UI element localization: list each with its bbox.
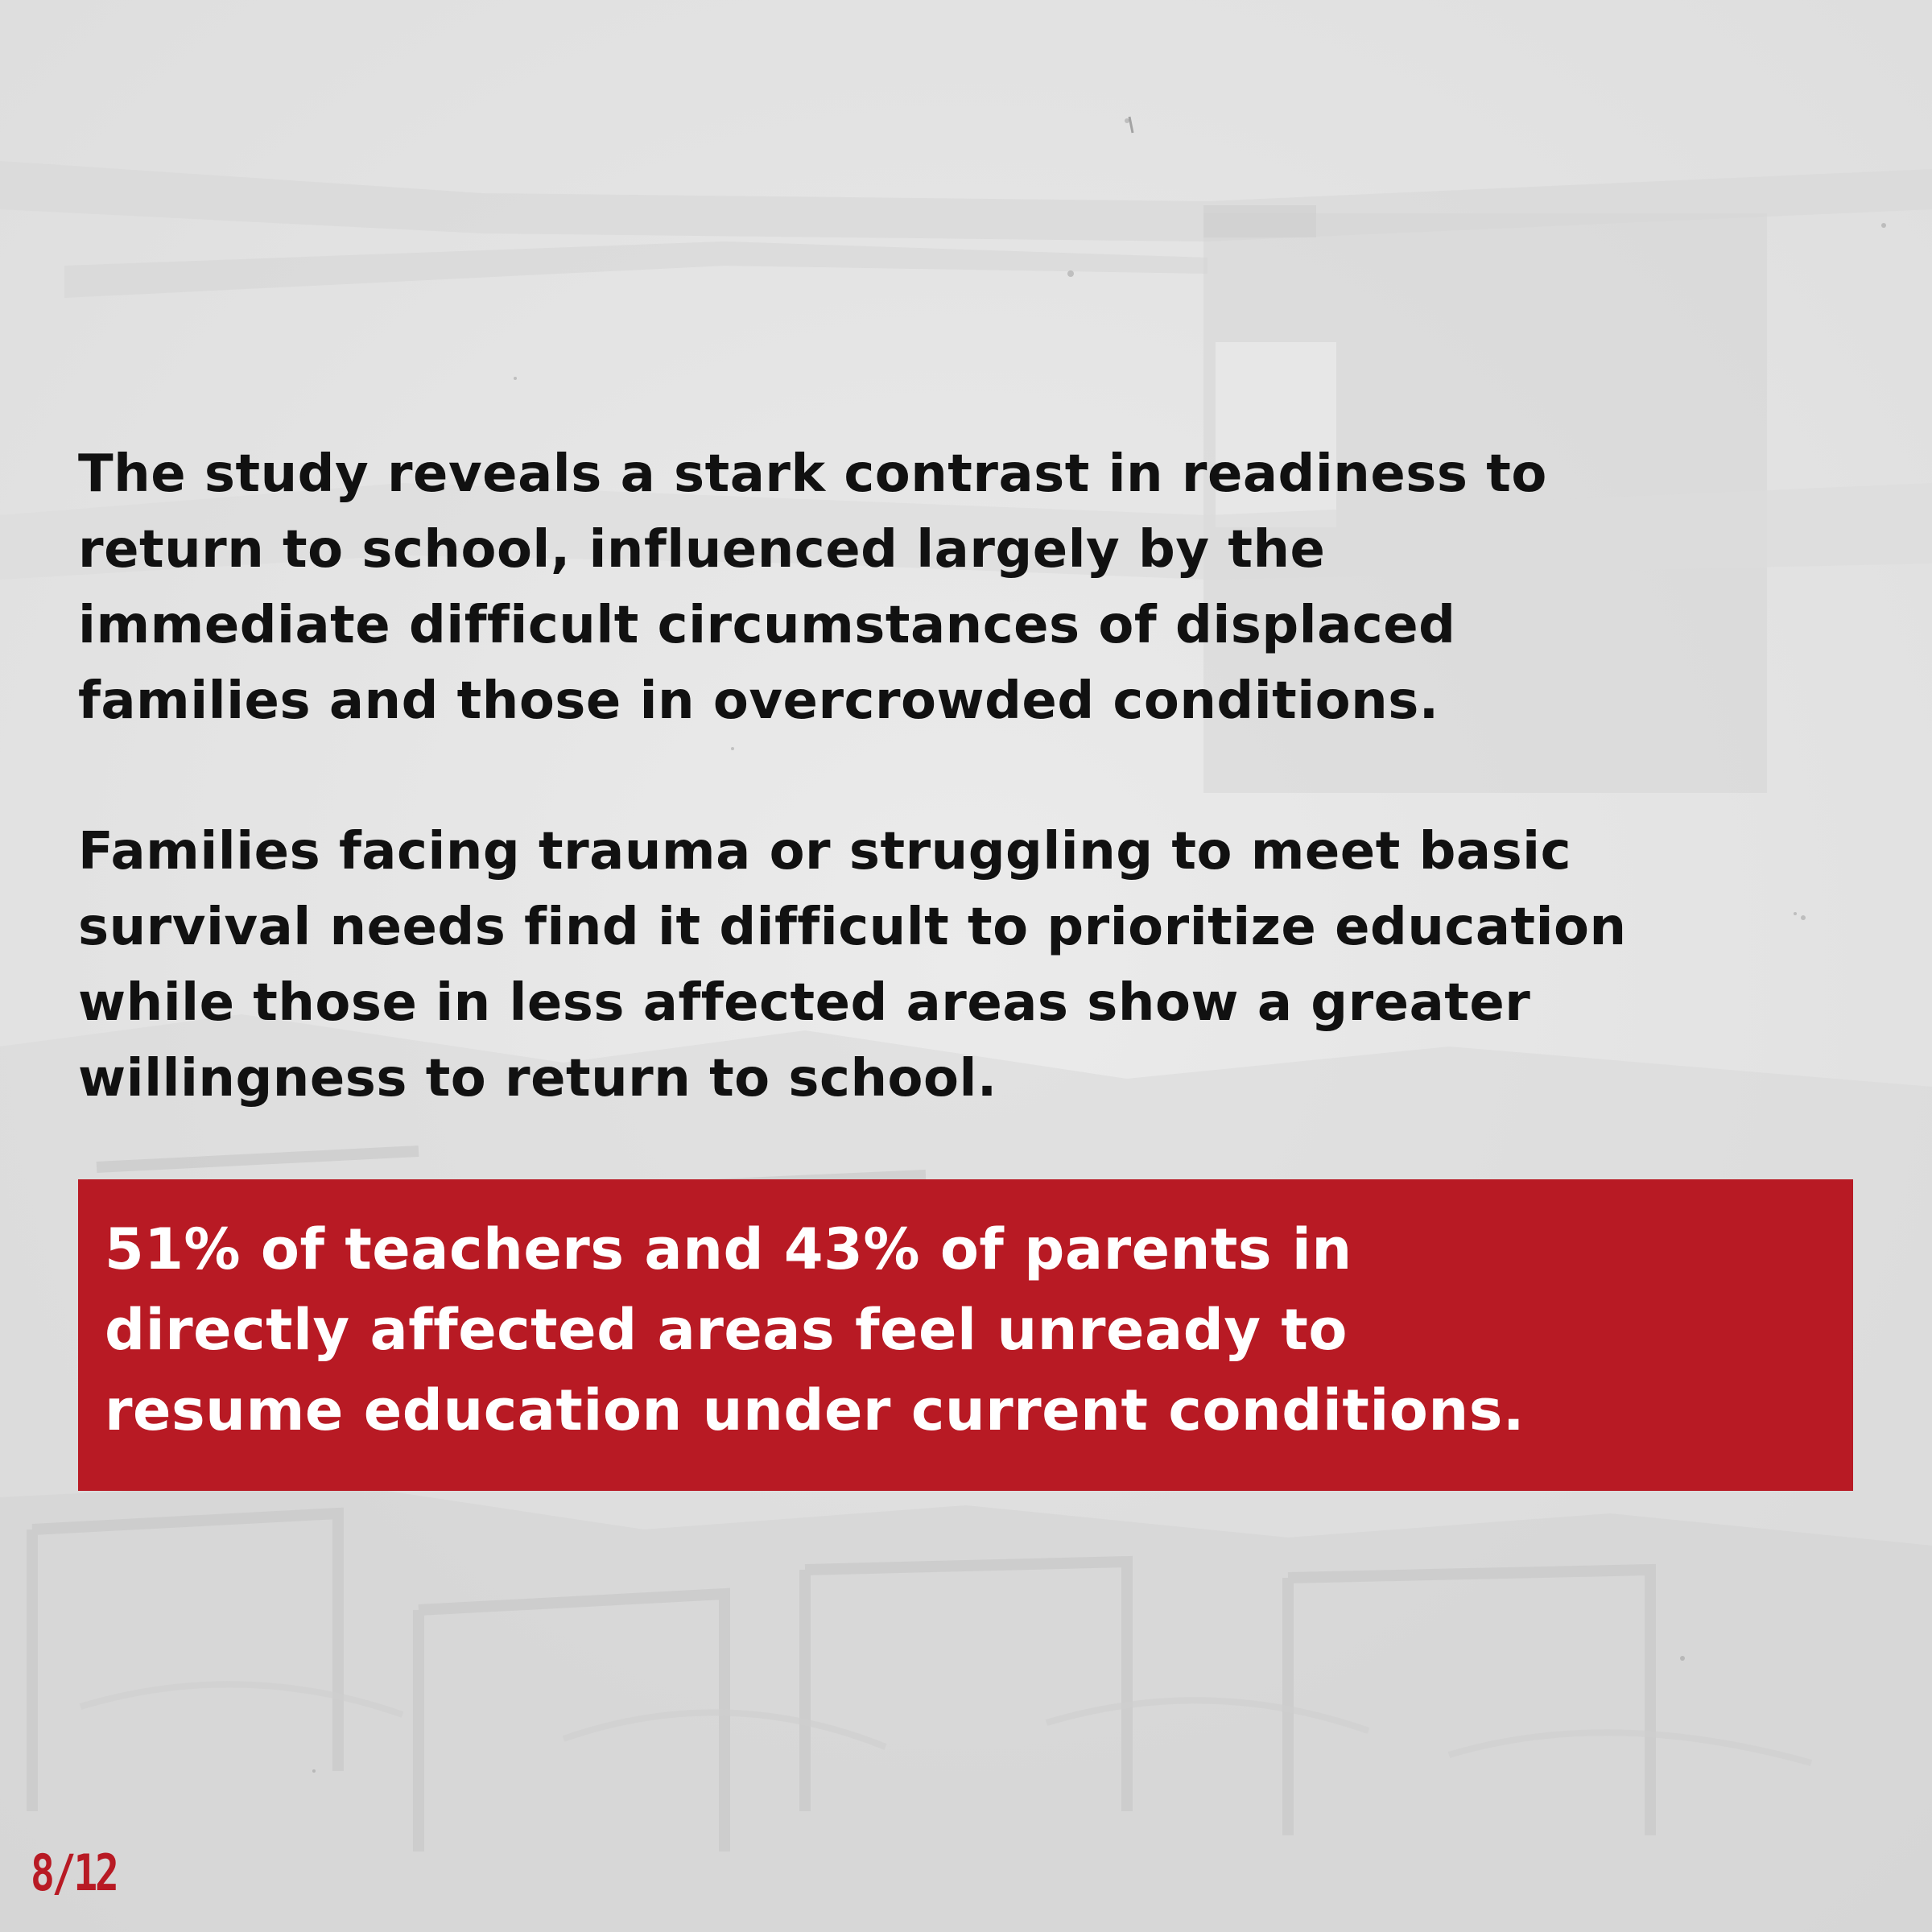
callout-line: directly affected areas feel unready to <box>105 1297 1348 1363</box>
callout-line: 51% of teachers and 43% of parents in <box>105 1216 1352 1282</box>
intro-line: return to school, influenced largely by the <box>78 520 1326 580</box>
intro-paragraph <box>78 436 1889 739</box>
statistic-callout-text <box>105 1209 1525 1451</box>
families-paragraph <box>78 814 1889 1117</box>
families-line: willingness to return to school. <box>78 1049 997 1108</box>
intro-line: immediate difficult circumstances of displaced <box>78 596 1456 655</box>
intro-line: The study reveals a stark contrast in readiness to <box>78 444 1547 504</box>
families-line: Families facing trauma or struggling to meet basic <box>78 822 1572 881</box>
callout-line: resume education under current conditions. <box>105 1377 1525 1443</box>
intro-line: families and those in overcrowded conditions. <box>78 671 1439 731</box>
families-line: while those in less affected areas show a greater <box>78 973 1531 1033</box>
families-line: survival needs find it difficult to prioritize education <box>78 898 1627 957</box>
page-number: 8/12 <box>31 1843 117 1902</box>
